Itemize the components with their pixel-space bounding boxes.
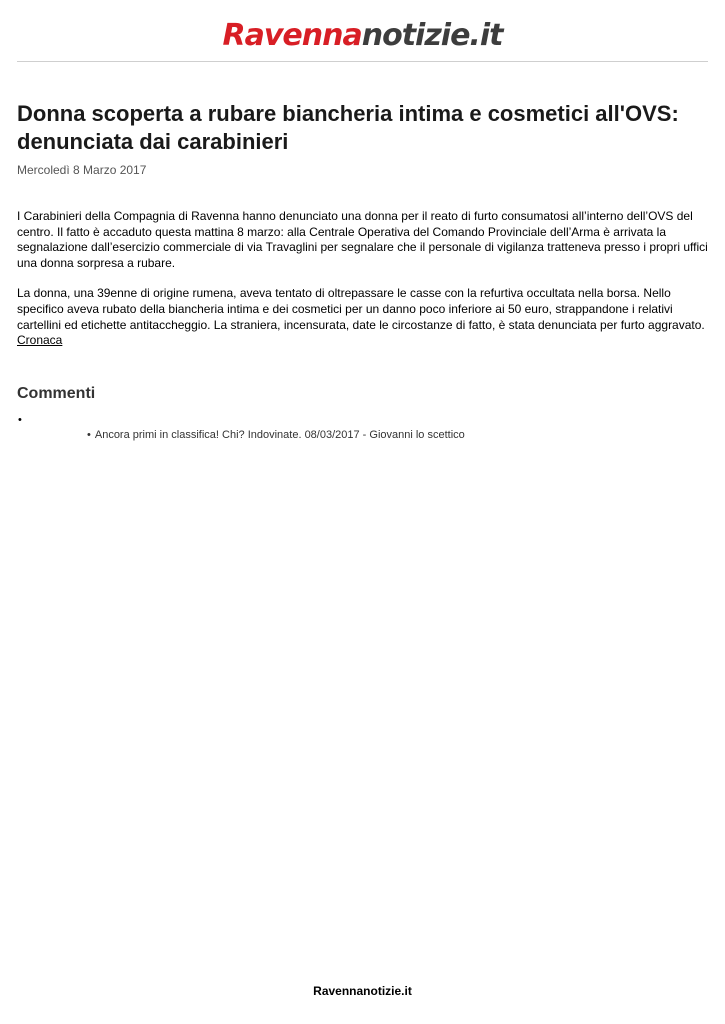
logo-domain-part: notizie.it	[361, 18, 503, 53]
comment-bullet: •	[87, 429, 91, 441]
comment-text: Ancora primi in classifica! Chi? Indovinate. 08/03/2017 - Giovanni lo scettico	[94, 429, 465, 441]
article-title: Donna scoperta a rubare biancheria intima e cosmetici all'OVS: denunciata dai carabinieri	[17, 101, 679, 154]
comments-list-bullet: •	[18, 414, 22, 426]
comment-item	[87, 428, 465, 442]
footer-site-name: Ravennanotizie.it	[313, 984, 412, 998]
category-link[interactable]: Cronaca	[17, 333, 63, 348]
header-divider	[17, 61, 708, 62]
article-paragraph: La donna, una 39enne di origine rumena, aveva tentato di oltrepassare le casse con la refurtiva occultata nella borsa. Nello specifico aveva rubato della biancheria intima e dei cosmetici per un danno poco inferiore ai 50 euro, strappandone i relativi cartellini ed etichette antitaccheggio. La straniera, incensurata, date le circostanze di fatto, è stata denunciata per furto aggravato.	[17, 286, 705, 332]
masthead	[0, 16, 725, 60]
site-logo[interactable]	[223, 16, 503, 56]
comments-heading: Commenti	[17, 385, 96, 402]
article-date: Mercoledì 8 Marzo 2017	[17, 163, 147, 177]
logo-brand-part: Ravenna	[222, 18, 362, 53]
article-body	[17, 209, 709, 349]
article-paragraph: I Carabinieri della Compagnia di Ravenna hanno denunciato una donna per il reato di furto consumatosi all’interno dell’OVS del centro. Il fatto è accaduto questa mattina 8 marzo: alla Centrale Operativa del Comando Provinciale dell’Arma è arrivata la segnalazione dall’esercizio commerciale di via Travaglini per segnalare che il personale di vigilanza tratteneva presso i propri uffici una donna sorpresa a rubare.	[17, 209, 708, 270]
